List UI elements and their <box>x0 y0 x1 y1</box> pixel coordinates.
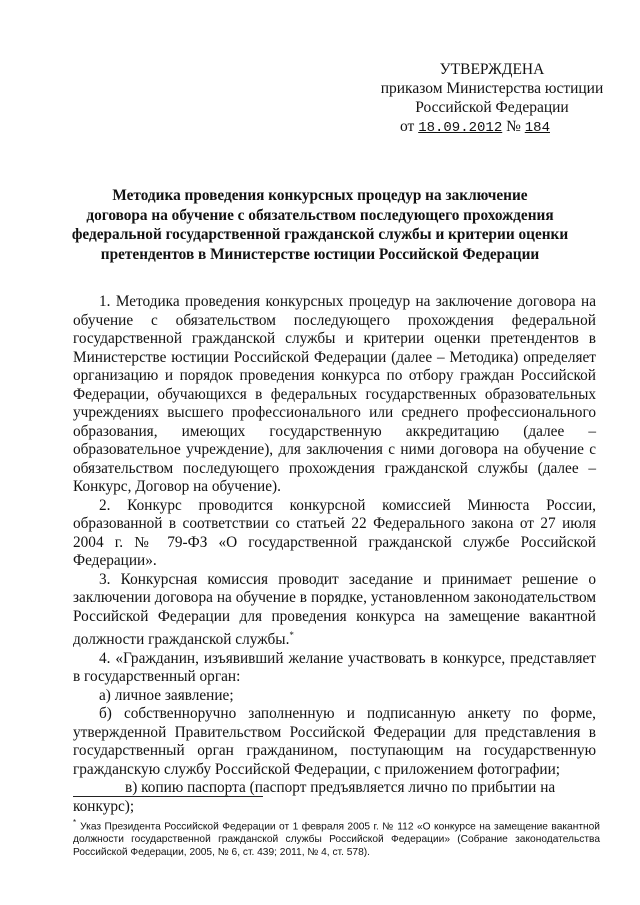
footnote-mark: * <box>73 818 77 827</box>
footnote-reference: * <box>289 630 294 640</box>
paragraph-1: 1. Методика проведения конкурсных процедур на заключение договора на обучение с обязательством последующего прохождения федеральной государственной гражданской службы и критерии оценки претендентов в Министерстве юстиции Российской Федерации (далее – Методика) определяет организацию и порядок проведения конкурса по отбору граждан Российской Федерации, обучающихся в федеральных государственных образовательных учреждениях высшего профессионального или среднего профессионального образования, имеющих государственную аккредитацию (далее – образовательное учреждение), для заключения с ними договора на обучение с обязательством последующего прохождения гражданской службы (далее – Конкурс, Договор на обучение). <box>73 293 596 495</box>
document-title <box>40 186 600 264</box>
list-item-b: б) собственноручно заполненную и подписанную анкету по форме, утвержденной Правительством Российской Федерации для представления в государственный орган гражданином, поступающим на государственную гражданскую службу Российской Федерации, с приложением фотографии; <box>73 705 596 778</box>
list-item-a: а) личное заявление; <box>99 686 234 704</box>
title-line-2: договора на обучение с обязательством последующего прохождения <box>86 206 554 224</box>
list-item-v: в) копию паспорта (паспорт предъявляется лично по прибытии на конкурс); <box>73 779 556 815</box>
document-body <box>73 293 596 816</box>
paragraph-3-text: 3. Конкурсная комиссия проводит заседание и принимает решение о заключении договора на обучение в порядке, установленном законодательством Российской Федерации для проведения конкурса на замещение вакантной должности гражданской службы. <box>73 570 596 649</box>
approval-status: УТВЕРЖДЕНА <box>439 61 545 78</box>
footnote-divider <box>73 796 263 797</box>
order-prefix: от <box>400 118 415 135</box>
order-number-sign: № <box>506 118 521 135</box>
paragraph-3 <box>73 571 596 650</box>
approval-order-line <box>372 117 612 138</box>
order-number: 184 <box>524 120 550 136</box>
paragraph-2: 2. Конкурс проводится конкурсной комиссией Минюста России, образованной в соответствии со статьей 22 Федерального закона от 27 июля 2004 г. № 79-ФЗ «О государственной гражданской службе Российской Федерации». <box>73 496 596 569</box>
title-line-1: Методика проведения конкурсных процедур на заключение <box>112 187 528 204</box>
approval-line-1: приказом Министерства юстиции <box>380 80 604 97</box>
title-line-4: претендентов в Министерстве юстиции Российской Федерации <box>100 245 540 263</box>
approval-line-2: Российской Федерации <box>415 99 569 116</box>
order-date: 18.09.2012 <box>418 120 503 136</box>
approval-stamp <box>372 60 612 138</box>
footnote <box>73 816 600 859</box>
paragraph-4: 4. «Гражданин, изъявивший желание участвовать в конкурсе, представляет в государственный орган: <box>73 649 596 686</box>
title-line-3: федеральной государственной гражданской службы и критерии оценки <box>71 226 569 243</box>
footnote-text: Указ Президента Российской Федерации от 1 февраля 2005 г. № 112 «О конкурсе на замещение вакантной должности государственной гражданской службы Российской Федерации» (Собрание законодательства Российской Федерации, 2005, № 6, ст. 439; 2011, № 4, ст. 578). <box>73 821 600 859</box>
